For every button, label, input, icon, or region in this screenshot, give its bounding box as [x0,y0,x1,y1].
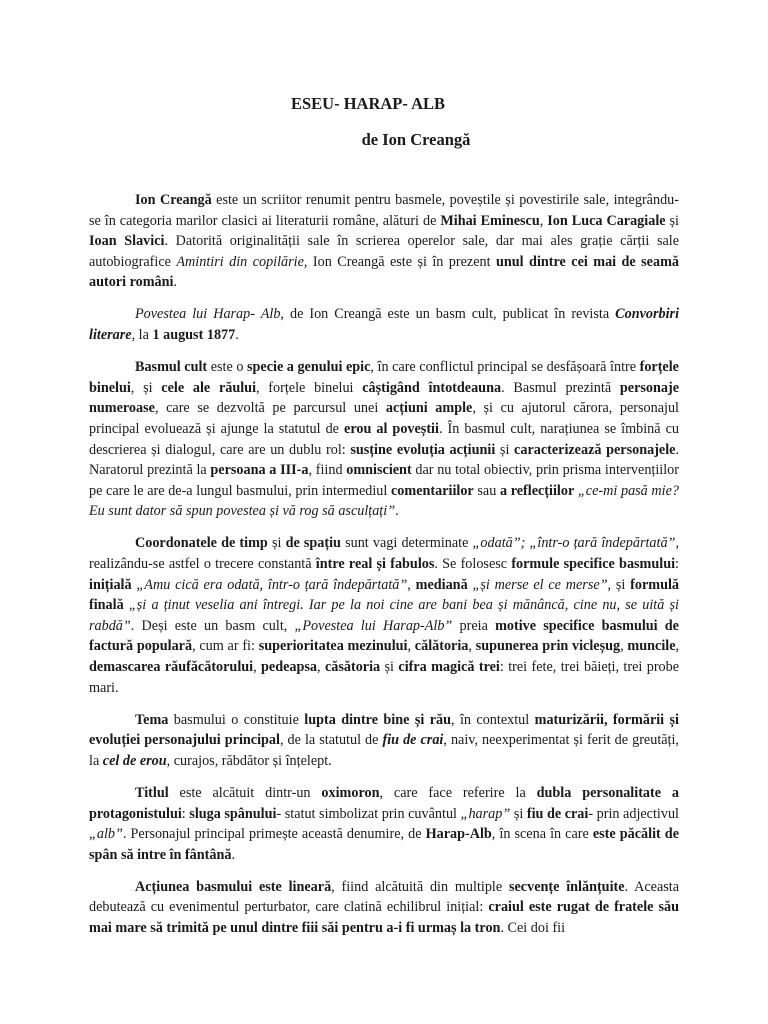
text: , naiv, neexperimentat și ferit de greutăți, la [89,732,679,769]
text-bold: supunerea prin vicleșug [475,638,621,655]
text: este un scriitor renumit pentru basmele, poveștile și povestirile sale, integrându-se în categoria marilor clasici ai literaturii române, alături de [89,192,679,229]
text-italic: Amintiri din copilărie, [176,253,308,270]
text: preia [452,617,496,634]
text: este alcătuit dintr-un [168,784,322,801]
paragraph-intro [89,190,679,293]
text: și [665,212,680,229]
text: . În basmul cult, narațiunea se îmbină cu descrierea și dialogul, care are un dublu rol: [89,420,679,458]
text: : trei fete, trei băieți, trei probe mari. [89,658,680,696]
text-bold: caracterizează personajele [514,441,676,458]
text: și [380,658,399,675]
text: sau [473,482,500,499]
text: , la [131,327,153,344]
text: . Cei doi fii [500,920,566,936]
text-bold: inițială [89,576,132,593]
text: , în scena în care [491,826,593,843]
paragraph-coordonate [89,533,679,698]
text-bold-italic: fiu de crai [382,732,444,749]
text-bold: acțiuni ample [385,400,473,417]
text-bold: oximoron [321,784,380,801]
text: , [468,638,476,655]
text-bold: unul dintre cei mai de seamă autori români [89,253,679,291]
document-title: ESEU- HARAP- ALB [290,94,446,113]
text: și [495,441,515,458]
text-bold: forțele binelui [89,359,679,396]
text-bold: Ion Luca Caragiale [547,212,666,229]
text: dar nu total obiectiv, prin prisma intervențiilor pe care le are de-a lungul basmului, prin intermediul [89,462,679,499]
text-bold: erou al poveștii [344,420,439,437]
text: , realizându-se astfel o trecere constantă [89,535,679,572]
document-subtitle: de Ion Creangă [361,130,471,149]
text-bold: omniscient [346,462,412,479]
text-bold: demascarea răufăcătorului [89,658,254,675]
text: sunt vagi determinate [340,535,473,552]
text-bold: pedeapsa [261,658,318,675]
text-bold: comentariilor [390,482,474,499]
text: , și [130,379,162,396]
text: - prin adjectivul [588,805,679,822]
paragraph-publication [89,304,679,345]
text-bold: cele ale răului [161,379,257,396]
text-italic: „și merse el ce merse” [472,576,608,593]
text-italic: „alb” [89,826,123,843]
text: , și cu ajutorul cărora, personajul principal evoluează și ajunge la statutul de [89,400,679,437]
text: , [675,638,680,655]
text-bold: de spațiu [285,535,341,552]
text: , fiind [308,462,347,479]
text-bold: formulă finală [89,576,680,614]
text-bold: superioritatea mezinului [258,638,408,655]
text-italic: Povestea lui Harap- Alb [135,306,281,323]
paragraph-titlul [89,783,679,865]
text-bold: Basmul cult [135,359,208,376]
text: , în contextul [451,711,535,728]
paragraph-basmul-cult [89,357,679,522]
text-bold: motive specifice basmului de factură populară [89,617,679,655]
text: , de la statutul de [279,732,383,749]
text-bold: sluga spânului [189,805,277,822]
text: este o [207,359,247,376]
text-bold: între real și fabulos [315,556,435,572]
text: , de Ion Creangă este un basm cult, publicat în revista [280,306,616,323]
text-bold: mediană [415,576,468,593]
text-italic: „Povestea lui Harap-Alb” [294,617,453,634]
text: , și [607,576,631,593]
text: și [267,535,286,552]
text: . [231,846,235,863]
text-bold: Harap-Alb [425,826,492,843]
text-bold: fiu de crai [526,805,589,822]
text-bold: călătoria [414,638,469,655]
text: , [539,212,548,229]
text: . Datorită originalității sale în scrierea operelor sale, dar mai ales grație cărții sale autobiografice [89,233,679,270]
text: . Deși este un basm cult, [130,617,295,634]
text: , care face referire la [379,784,537,801]
paragraph-actiunea [89,877,679,939]
text: și [510,805,527,822]
text-bold: Acțiunea basmului este lineară [135,878,332,895]
text-italic: „odată”; „într-o țară îndepărtată” [472,535,676,552]
text: Ion Creangă este și în prezent [307,253,496,270]
text: : [181,805,190,822]
text-bold: muncile [627,638,676,655]
text-bold: maturizării, formării și evoluției personajului principal [89,711,679,749]
text: . [235,327,239,344]
text: . Basmul prezintă [501,379,620,396]
essay-body [89,190,679,950]
text: , curajos, răbdător și înțelept. [166,752,332,769]
text: , cum ar fi: [192,638,259,655]
text: . [173,274,178,291]
text: . Se folosesc [434,556,512,572]
text-bold: specie a genului epic [247,359,371,376]
text-bold-italic: Convorbiri literare [89,306,680,344]
text: , [253,658,262,675]
text: , în care conflictul principal se desfășoară între [370,359,640,376]
text-bold: cifra magică trei [398,658,500,675]
text: , fiind alcătuită din multiple [331,878,509,895]
text-bold: craiul este rugat de fratele său mai mare să trimită pe unul dintre fiii săi pentru a-i fi urmaș la tron [89,899,679,936]
paragraph-tema [89,710,679,772]
text: basmului o constituie [168,711,305,728]
text-bold: Mihai Eminescu [440,212,540,229]
text: - statut simbolizat prin cuvântul [276,805,461,822]
text: . [395,503,399,520]
text: , forțele binelui [256,379,363,396]
text: . Naratorul prezintă la [89,441,680,479]
text-bold: Tema [135,711,169,728]
text-bold: a reflecțiilor [499,482,575,499]
text: : [675,556,679,572]
text-bold: formule specifice basmului [511,556,676,572]
text-bold: Titlul [135,784,169,801]
text: , [407,576,416,593]
text-bold: susține evoluția acțiunii [350,441,496,458]
text-italic: „harap” [460,805,511,822]
text-bold: este păcălit de spân să intre în fântână [89,826,679,863]
text: . Personajul principal primește această denumire, de [122,826,426,843]
text: , [407,638,415,655]
text-bold: dubla personalitate a protagonistului [89,784,680,822]
text-bold: Coordonatele de timp [135,535,268,552]
text-bold: personaje numeroase [89,379,679,417]
text-bold: secvențe înlănțuite [508,878,625,895]
text: , [317,658,325,675]
text-bold-italic: cel de erou [102,752,167,769]
text-bold: persoana a III-a [210,462,309,479]
text: . Aceasta debutează cu evenimentul perturbator, care clatină echilibrul inițial: [89,878,680,916]
text-italic: „și a ținut veselia ani întregi. Iar pe la noi cine are bani bea și mănâncă, cine nu, se uită și rabdă” [89,597,680,634]
text: , [620,638,628,655]
text-bold: căsătoria [324,658,381,675]
text-bold: Ion Creangă [135,192,212,208]
text: , care se dezvoltă pe parcursul unei [154,400,386,417]
text-bold: Ioan Slavici [89,233,165,250]
text-bold: 1 august 1877 [152,327,236,344]
text-bold: câștigând întotdeauna [362,379,502,396]
text-bold: lupta dintre bine și rău [304,711,452,728]
text-italic: „ce-mi pasă mie? Eu sunt dator să spun povestea și vă rog să asculțați” [89,482,680,520]
text-italic: „Amu cică era odată, într-o țară îndepărtată” [136,576,408,593]
